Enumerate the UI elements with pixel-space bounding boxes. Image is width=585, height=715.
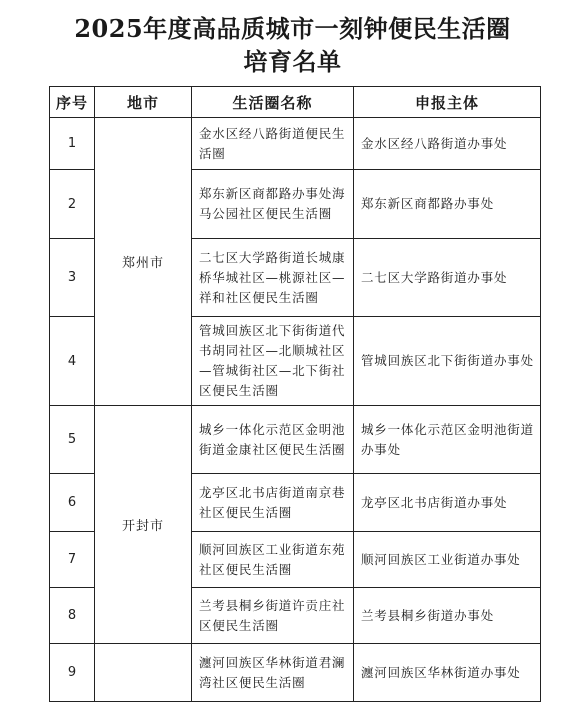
applicant-text: 金水区经八路街道办事处 xyxy=(361,135,508,151)
header-serial-number: 序号 xyxy=(50,87,95,118)
applicant-cell xyxy=(354,588,541,644)
circle-name-text: 金水区经八路街道便民生活圈 xyxy=(199,125,346,161)
row-number: 9 xyxy=(50,644,95,702)
applicant-cell xyxy=(354,406,541,474)
table-row xyxy=(50,118,541,170)
table-row xyxy=(50,406,541,474)
row-number: 4 xyxy=(50,317,95,406)
header-city: 地市 xyxy=(95,87,192,118)
row-number: 2 xyxy=(50,170,95,239)
row-number: 3 xyxy=(50,239,95,317)
applicant-cell xyxy=(354,644,541,702)
applicant-cell xyxy=(354,317,541,406)
applicant-text: 二七区大学路街道办事处 xyxy=(361,269,508,285)
circle-name-cell xyxy=(192,532,354,588)
circle-name-cell xyxy=(192,118,354,170)
row-number: 7 xyxy=(50,532,95,588)
applicant-cell xyxy=(354,239,541,317)
cultivation-list-table xyxy=(49,86,541,702)
applicant-text: 城乡一体化示范区金明池街道办事处 xyxy=(361,421,534,457)
city-cell-zhengzhou: 郑州市 xyxy=(95,118,192,406)
document-title-line-1: 2025年度高品质城市一刻钟便民生活圈 xyxy=(74,14,511,43)
row-number: 6 xyxy=(50,474,95,532)
applicant-cell xyxy=(354,474,541,532)
header-circle-name: 生活圈名称 xyxy=(192,87,354,118)
circle-name-cell xyxy=(192,239,354,317)
applicant-cell xyxy=(354,532,541,588)
circle-name-text: 城乡一体化示范区金明池街道金康社区便民生活圈 xyxy=(199,421,346,457)
table-row xyxy=(50,644,541,702)
applicant-text: 顺河回族区工业街道办事处 xyxy=(361,551,521,567)
applicant-cell xyxy=(354,170,541,239)
circle-name-text: 二七区大学路街道长城康桥华城社区—桃源社区—祥和社区便民生活圈 xyxy=(199,249,346,305)
circle-name-cell xyxy=(192,588,354,644)
applicant-cell xyxy=(354,118,541,170)
applicant-text: 龙亭区北书店街道办事处 xyxy=(361,494,508,510)
circle-name-text: 瀍河回族区华林街道君澜湾社区便民生活圈 xyxy=(199,654,346,690)
circle-name-text: 龙亭区北书店街道南京巷社区便民生活圈 xyxy=(199,484,346,520)
circle-name-text: 郑东新区商都路办事处海马公园社区便民生活圈 xyxy=(199,186,346,221)
row-number: 5 xyxy=(50,406,95,474)
applicant-text: 郑东新区商都路办事处 xyxy=(361,196,495,211)
circle-name-text: 兰考县桐乡街道许贡庄社区便民生活圈 xyxy=(199,597,346,633)
city-cell-kaifeng: 开封市 xyxy=(95,406,192,644)
circle-name-text: 管城回族区北下街街道代书胡同社区—北顺城社区—管城街社区—北下街社区便民生活圈 xyxy=(199,323,346,398)
row-number: 1 xyxy=(50,118,95,170)
header-applicant: 申报主体 xyxy=(354,87,541,118)
circle-name-cell xyxy=(192,474,354,532)
circle-name-text: 顺河回族区工业街道东苑社区便民生活圈 xyxy=(199,541,346,577)
document-title-line-2: 培育名单 xyxy=(243,47,342,76)
applicant-text: 管城回族区北下街街道办事处 xyxy=(361,353,534,368)
circle-name-cell xyxy=(192,406,354,474)
circle-name-cell xyxy=(192,644,354,702)
applicant-text: 兰考县桐乡街道办事处 xyxy=(361,607,495,623)
row-number: 8 xyxy=(50,588,95,644)
circle-name-cell xyxy=(192,170,354,239)
applicant-text: 瀍河回族区华林街道办事处 xyxy=(361,664,521,680)
table-header-row xyxy=(50,87,541,118)
city-cell-empty xyxy=(95,644,192,702)
circle-name-cell xyxy=(192,317,354,406)
